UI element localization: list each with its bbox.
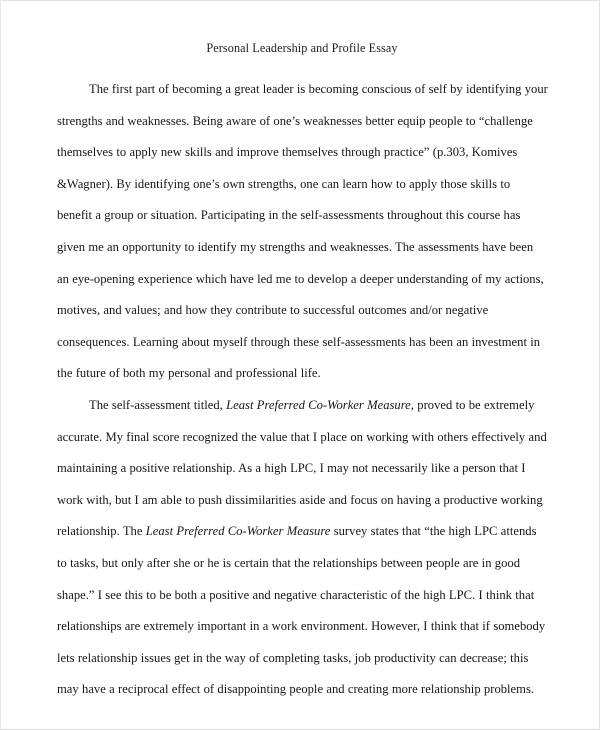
text-run: survey states that “the high LPC attends to tasks, but only after she or he is certain that the relationships between people are in good shape.” I see this to be both a positive and negative characteristic of the high LPC. I think that relationships are extremely important in a work environment. However, I think that if somebody lets relationship issues get in the way of completing tasks, job productivity can decrease; this may have a reciprocal effect of disappointing people and creating more relationship problems.: [57, 524, 546, 697]
italic-title-run: Least Preferred Co-Worker Measure: [145, 524, 331, 539]
document-body: [57, 74, 548, 706]
paragraph-1: [57, 74, 548, 390]
italic-title-run: Least Preferred Co-Worker Measure: [226, 397, 411, 412]
paragraph-2: [57, 390, 548, 706]
text-run: , proved to be extremely accurate. My final score recognized the value that I place on working with others effectively and maintaining a positive relationship. As a high LPC, I may not necessarily like a person that I work with, but I am able to push dissimilarities aside and focus on having a productive working relationship. The: [57, 397, 547, 539]
text-run: The self-assessment titled,: [89, 397, 227, 412]
page-sheet: [1, 1, 599, 729]
page-title: Personal Leadership and Profile Essay: [206, 41, 398, 55]
text-run: The first part of becoming a great leader is becoming conscious of self by identifying your strengths and weaknesses. Being aware of one’s weaknesses better equip people to “challenge themselves to apply new skills and improve themselves through practice” (p.303, Komives &Wagner). By identifying one’s own strengths, one can learn how to apply those skills to benefit a group or situation. Participating in the self-assessments throughout this course has given me an opportunity to identify my strengths and weaknesses. The assessments have been an eye-opening experience which have led me to develop a deeper understanding of my actions, motives, and values; and how they contribute to successful outcomes and/or negative consequences. Learning about myself through these self-assessments has been an investment in the future of both my personal and professional life.: [57, 82, 548, 381]
